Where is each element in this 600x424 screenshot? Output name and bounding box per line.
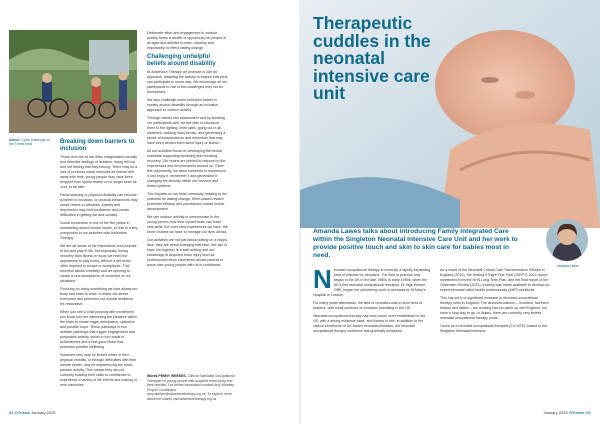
cycling-photo bbox=[9, 30, 137, 133]
right-column-d bbox=[440, 268, 550, 337]
photo-caption bbox=[9, 138, 55, 147]
standfirst-text: talks about introducing Family Integrated Care within the Singleton Neonatal Intensive Care Unit and her work to provide positive touch and skin to skin care for babies most in need. bbox=[313, 228, 518, 260]
body-paragraph: When you see a child jumping with excitement you know you are witnessing the pleasure within the brain to create eager anticipation, optimism and positive hope. These pathways in turn activate pathways that trigger engagement and purposeful activity, which in turn leads to achievement and a feel-good factor that promotes positive wellbeing. bbox=[60, 310, 137, 350]
body-paragraph: At Adventure Therapy we promote a 'can do' approach, adapting the activity to ensure everyone can participate in some way. We encourage all our participants to rise to the challenges they set for themselves. bbox=[147, 70, 228, 95]
section-heading-inclusion: Breaking down barriers to inclusion bbox=[60, 139, 135, 152]
footer-date: January 2025 bbox=[543, 410, 568, 415]
author-portrait bbox=[546, 219, 588, 261]
body-paragraph: This impacts on our brain chemistry, leading to the potential for lasting change. Effort-based reward promotes efficacy and persistence toward further development. bbox=[147, 192, 228, 212]
right-column-c bbox=[313, 264, 431, 337]
footer-right bbox=[543, 410, 590, 415]
body-paragraph: All our activities focus on developing the neural substrate supporting wellbeing and boosting recovery. Our brains are primed to respond to the experiences and environments around us. Given this opportunity, we allow ourselves to experience it and enjoy it, remember it and generalise it, changing the circuitry within our nervous and limbic systems. bbox=[147, 149, 226, 189]
footer-page-number: 23 bbox=[585, 410, 590, 415]
left-column-a bbox=[60, 138, 138, 391]
portrait-caption: Amanda Lawes bbox=[557, 264, 579, 268]
body-paragraph: We use outdoor activity to demonstrate to the young person how their injured brain can learn new skills: the more new experiences we have, the more choices we have to manage our lives ahead. bbox=[147, 215, 228, 235]
drop-cap-paragraph: eonatal occupational therapy is currently a rapidly expanding area of practice for clinicians. The field of practice only began in the UK in the late 1980s to early 1990s, when the UK's first neonatal occupational therapist, Dr Inga Warren OBE, began her pioneering work in neonates at St Mary's Hospital in London. bbox=[313, 268, 431, 297]
body-paragraph: For many years afterwards, the field of neonates was a niche area of practice, with small numbers of clinicians practising in the UK. bbox=[313, 301, 423, 310]
body-paragraph: Someone who may be limited either in their physical mobility, or through difficulties with their mental health, may be experiencing too much passive activity. This means they are not currently building their skills or confidence to experience a variety of life events and making of new memories. bbox=[60, 353, 137, 388]
body-paragraph: Focusing on doing something we love allows our body and brain to relax. It resets our stress hormones and promotes our mental resilience. It's restorative. bbox=[60, 287, 138, 307]
caption-text: Cycle challenge on the Forest trails bbox=[9, 138, 51, 147]
footer-date: January 2025 bbox=[31, 410, 56, 415]
author-credit-label: Words PENNY WEEKES, bbox=[147, 374, 187, 378]
body-paragraph: Social connection is one of the five pillars in maintaining sound mental health, so this is a key component in our activities with Adventure Therapy. bbox=[60, 221, 138, 241]
footer-page-number: 22 bbox=[9, 410, 14, 415]
caption-label: Above: bbox=[9, 138, 21, 142]
body-paragraph: Facial scarring or physical disability can become a barrier to inclusion, or unusual behaviours may cause others to withdraw. Anxiety and depression may limit confidence and create difficulties in getting out and socially. bbox=[60, 193, 138, 218]
author-credit-text: Clinical Specialist Occupational Therapist for young people with acquired brain injury and their families. For further information contact Amy Weekes, Project Coordinator: amy.weekes@adventuretherapy.org.uk. To explore more about the charity visit adventuretherapy.org.uk bbox=[147, 374, 235, 401]
standfirst-author: Amanda Lawes bbox=[313, 228, 362, 235]
article-title: Therapeutic cuddles in the neonatal intensive care unit bbox=[313, 13, 431, 103]
intro-paragraph: Deliberate effort and engagement in outdoor activity forms a wealth of opportunity for people of all ages and abilities to learn, develop and importantly, to effect lasting change. bbox=[147, 31, 227, 50]
body-paragraph bbox=[313, 264, 431, 298]
drop-cap: N bbox=[313, 264, 332, 294]
body-paragraph: As a result of the Neonatal Critical Care Transformation Review in England (2019), the Getting It Right First Time (GIRFT) 2022 report, investment from the NHS Long Term Plan, and the final report of the Ockenden Review (2022), funding was made available to develop an expert neonatal allied health professionals (AHP) workforce. bbox=[440, 268, 550, 292]
body-paragraph: I work as a neonatal occupational therapist (0.5 WTE), based in the Singleton Neonatal Intensive bbox=[440, 324, 548, 333]
body-paragraph: Neonatal occupational therapy has been much more established in the US, with a strong evidence base, and thanks to this, in addition to the clinical excellence of UK-based neonatal clinicians, the neonatal occupational therapy workforce has gradually increased. bbox=[313, 314, 426, 333]
footer-magazine-name: OTnews bbox=[14, 410, 31, 415]
body-paragraph: We are all aware of the importance and purpose of fun and play in life, but especially during recovery from illness or injury we need the opportunity to play freely, without a set script often required in school or workplaces. This freeness allows creativity and an opening to create a new acceptance of ourselves or our situations. bbox=[60, 244, 137, 284]
body-paragraph: We also challenge some unhelpful beliefs in society around disability through an inclusive approach to outdoor activity. bbox=[147, 98, 219, 113]
body-paragraph: Through careful risk assessment and by knowing our participants well, we are able to introduce them to fire lighting, knife skills, going out in all weathers, tackling tricky terrain, and generating a sense of independence and adventure that may have been denied them since injury or illness. bbox=[147, 116, 226, 146]
footer-left bbox=[9, 410, 56, 415]
left-column-b bbox=[147, 31, 228, 271]
author-credit bbox=[147, 374, 237, 401]
body-paragraph: Our activities are not just about putting on a happy face, they are about changing that face. We aim to have fun together in a safe setting and our knowledge of acquired brain injury and our professional return experience allows parents to leave their young people with us in confidence. bbox=[147, 238, 228, 268]
standfirst bbox=[313, 228, 528, 260]
body-paragraph: Those who are at are often marginalised socially and describe feelings of isolation, being left out and not feeling that they belong. There may be a loss of previous social networks as friends drift away with time, young people may have been dropped from sports teams or no longer seen as 'cool' to be with. bbox=[60, 155, 138, 190]
section-heading-beliefs: Challenging unhelpful beliefs around disability bbox=[147, 54, 216, 67]
body-paragraph: This has led to a significant increase in neonatal occupational therapy roles in England. The devolved nations – Scotland, Northern Ireland and Wales – are working hard to catch up with England, but have a long way to go. In Wales, there are currently very limited neonatal occupational therapy posts. bbox=[440, 296, 549, 320]
footer-magazine-name: OTnews bbox=[568, 410, 585, 415]
